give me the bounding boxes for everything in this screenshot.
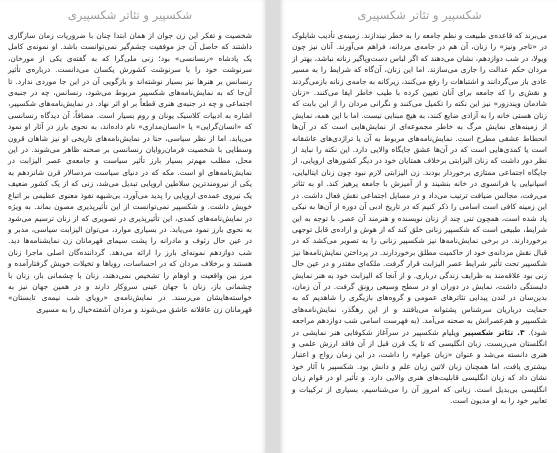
right-page-header: شکسپیر و تئاتر شکسپیری bbox=[357, 8, 482, 22]
left-page-header: شکسپیر و تئاتر شکسپیری bbox=[67, 8, 193, 22]
right-page bbox=[280, 0, 557, 453]
section-body: ویلیام شکسپیر در سرآغاز شکوفایی هنر نمایشی در انگلستان می‌زیست. زبان انگلیسی که تا یک قرن قبل از آن فاقد ارزش علمی و هنری دانسته می‌شد و عنوان «زبان عوام» را داشت، در این زمان رواج و اعتبار بیشتری یافت، اما همچنان زبان لاتین زبان علم و دانش بود. شکسپیر با آثار خود نشان داد که زبان انگلیسی قابلیت‌های هنری والایی دارد. و تأثیر او در قوام زبان انگلیسی بی‌بدیل است. زبانی که امروز آن را می‌شناسیم، بسیاری از ترکیبات و تعابیر خود را به او مدیون است. bbox=[292, 327, 547, 405]
section-heading: ۳. تئاتر شکسپیر bbox=[463, 327, 525, 337]
left-page bbox=[0, 0, 266, 453]
book-gutter bbox=[266, 0, 280, 453]
left-page-body: شخصیت و تفکر این زن جوان از همان ابتدا چنان با ضروریات زمان سازگاری داشتند که حاصل آن جز موفقیت چشم‌گیر نمی‌توانست باشد. او نمونه‌ی کامل یک پادشاه «رنسانسی» بود؛ زنی ملی‌گرا که به گفته‌ی یکی از مورخان، سرنوشت خود را با سرنوشت کشورش یکسان می‌دانست. درباره‌ی تأثیر رنسانس بر هنرها نیز بسیار نوشته‌اند و بازگویی آن در این جا موردی ندارد. تا آن‌جا که به نمایش‌نامه‌های شکسپیر مربوط می‌شود، رنسانس، چه در جنبه‌ی اجتماعی و چه در جنبه‌ی هنری قطعاً بر او اثر نهاد. در نمایش‌نامه‌های شکسپیر، اشاره به ادبیات کلاسیک یونان و روم بسیار است. مضافاً، آن دیدگاه رنسانسی که «انسان‌گرایی» یا «انسان‌مداری» نام داده‌اند، به نحوی بارز در آثار او نمود می‌یابد. اما از نظر سیاسی، حتا در نمایش‌نامه‌های تاریخی او نیز شاهان قرون وسطایی با شخصیت فرمان‌روایان رنسانسی بر صحنه ظاهر می‌شوند. در این محل، مطلب مهم‌تر بسیار بارز تأثیر سیاست و جامعه‌ی عصر الیزابت در نمایش‌نامه‌های او است. مکه که در دنیای سیاست مردسالار قرن شانزدهم به یکی از نیرومندترین سلاطین اروپایی تبدیل می‌شد، زنی که از یک کشور ضعیف یک نیروی عمده‌ی اروپایی را پدید می‌آورد، بی‌شبهه نفوذ معنوی عظیمی بر اتباع خویش داشت. و شکسپیر نمی‌توانست از این تأثیرپذیری مصون بماند. به ویژه در نمایش‌نامه‌های کمدی، این تأثیرپذیری در تصویری که از زنان ترسیم می‌شود به نحوی بارز نمود می‌یابد. در بسیاری موارد، می‌توان الیزابت سیاسی، مدبر و در عین حال رئوف و مادرانه را پشت سیمای قهرمانان زن نمایشنامه‌ها دید. شب دوازدهم نمونه‌ای بارز را ارائه می‌دهد. گرداننده‌گان اصلی ماجرا زنان هستند و برخلاف مردان که در احساسات، رویاها و تخیلات خویش گرفتارآمده و مرز بین واقعیت و اوهام را تشخیص نمی‌دهند، زنان با چشمانی باز، زنان با چشمانی باز، زنان با جهان عینی سروکار دارند و در همین جهان نیز به خواسته‌هایشان می‌رسند. در نمایش‌نامه‌ی «رویای شب نیمه‌ی تابستان» قهرمانان زن عاقلانه عاشق می‌شوند و مردان آشفته‌خیال را به مسیری bbox=[8, 31, 252, 314]
right-page-intro: می‌برند که قاعده‌ی طبیعت و نظم جامعه را به خطر نیندازند. زمینه‌ی تأدیب شایلوک در «تاجر ونیز» را زنان، آن هم در جامه‌ی مردانه، فراهم می‌آورند. آنان نیز چون ویولا، در شب دوازدهم، نشان می‌دهند که اگر لباس دست‌وپاگیر زنانه نباشد، بهتر از مردان حکم عدالت را جاری می‌سازند. اما این زنان، آن‌گاه که شرایط را به مسیر عادی باز می‌گردانند و اشتباهات را رفع می‌کنند، زیرکانه به جامه‌ی زنانه بازمی‌گردند و نقش‌ی را که جامعه برای آنان تعیین کرده با طیب خاطر ایفا می‌کنند. «زنان شادمان ویندزور» نیز این نکته را تکمیل می‌کنند و نگرانی مردان را از این بابت که زنان هستی خانه را به آزادی ضایع کنند، به هیچ مبنایی نیست. اما با این همه، نمایش از زمینه‌های نمایش مرگ به خاطر مجموعه‌ای از نمایش‌هایی است که در آن‌ها انحطاط عشقی مطرح است. نمایش‌نامه‌های مربوط به آن یا تراژدی‌های عاشقانه است یا کمدی‌هایی است که در آن‌ها عشق جایگاه والایی دارد. این نکته را نباید از نظر دور داشت که زنان الیزابتی برخلاف همتایان خود در دیگر کشورهای اروپایی، از جایگاه اجتماعی ممتازی برخوردار بودند. زن الیزابتی لازم نبود چون زنان ایتالیایی، اسپانیایی یا فرانسوی در خانه بنشیند و از آمیزش با جامعه پرهیز کند. او به تئاتر می‌رفت، مجالس ضیافت ترتیب می‌داد و در مسایل اجتماعی نقش فعال داشت. در این زمینه کافی است اسامی را ذکر کنیم که در تاریخ ادبی آن دوره از آن‌ها به نیکی یاد شده است، همچون تنی چند از زنان نویسنده و هنرمند آن عصر. با توجه به این شرایط، طبیعی است که شکسپیر زنانی خلق کند که از هوش و اراده‌ی قابل توجهی برخوردارند. در برخی نمایش‌نامه‌ها نیز شکسپیر زنانی را به تصویر می‌کشد که در قبال نقش مردانه‌ی خود از حاکمیت مطلق برخوردارند. در پرداختن نمایش‌نامه‌ها نیز شکسپیر تحت تأثیر شرایط عصر الیزابت قرار گرفت. ملکه‌ای مقتدر و در عین حال زنی بود علاقه‌مند به ظرایف زندگی درباری. و از آنجا که الیزابت خود به هنر نمایش دلبستگی داشت، نمایش در دوران او در سطح وسیعی رونق گرفت. در آن زمان، بدین‌سان در لندن پیدایی تئاترهای عمومی و گروه‌های بازیگری را شاهدیم که به حمایت درباریان سرشناس پشتوانه می‌یافتند و از این رهگذر، نمایش‌نامه‌های شکسپیر و هم‌عصرانش به صحنه می‌آمد. (به فهرست اسامی شب دوازدهم مراجعه شود). bbox=[292, 31, 547, 337]
right-page-body bbox=[292, 30, 547, 406]
